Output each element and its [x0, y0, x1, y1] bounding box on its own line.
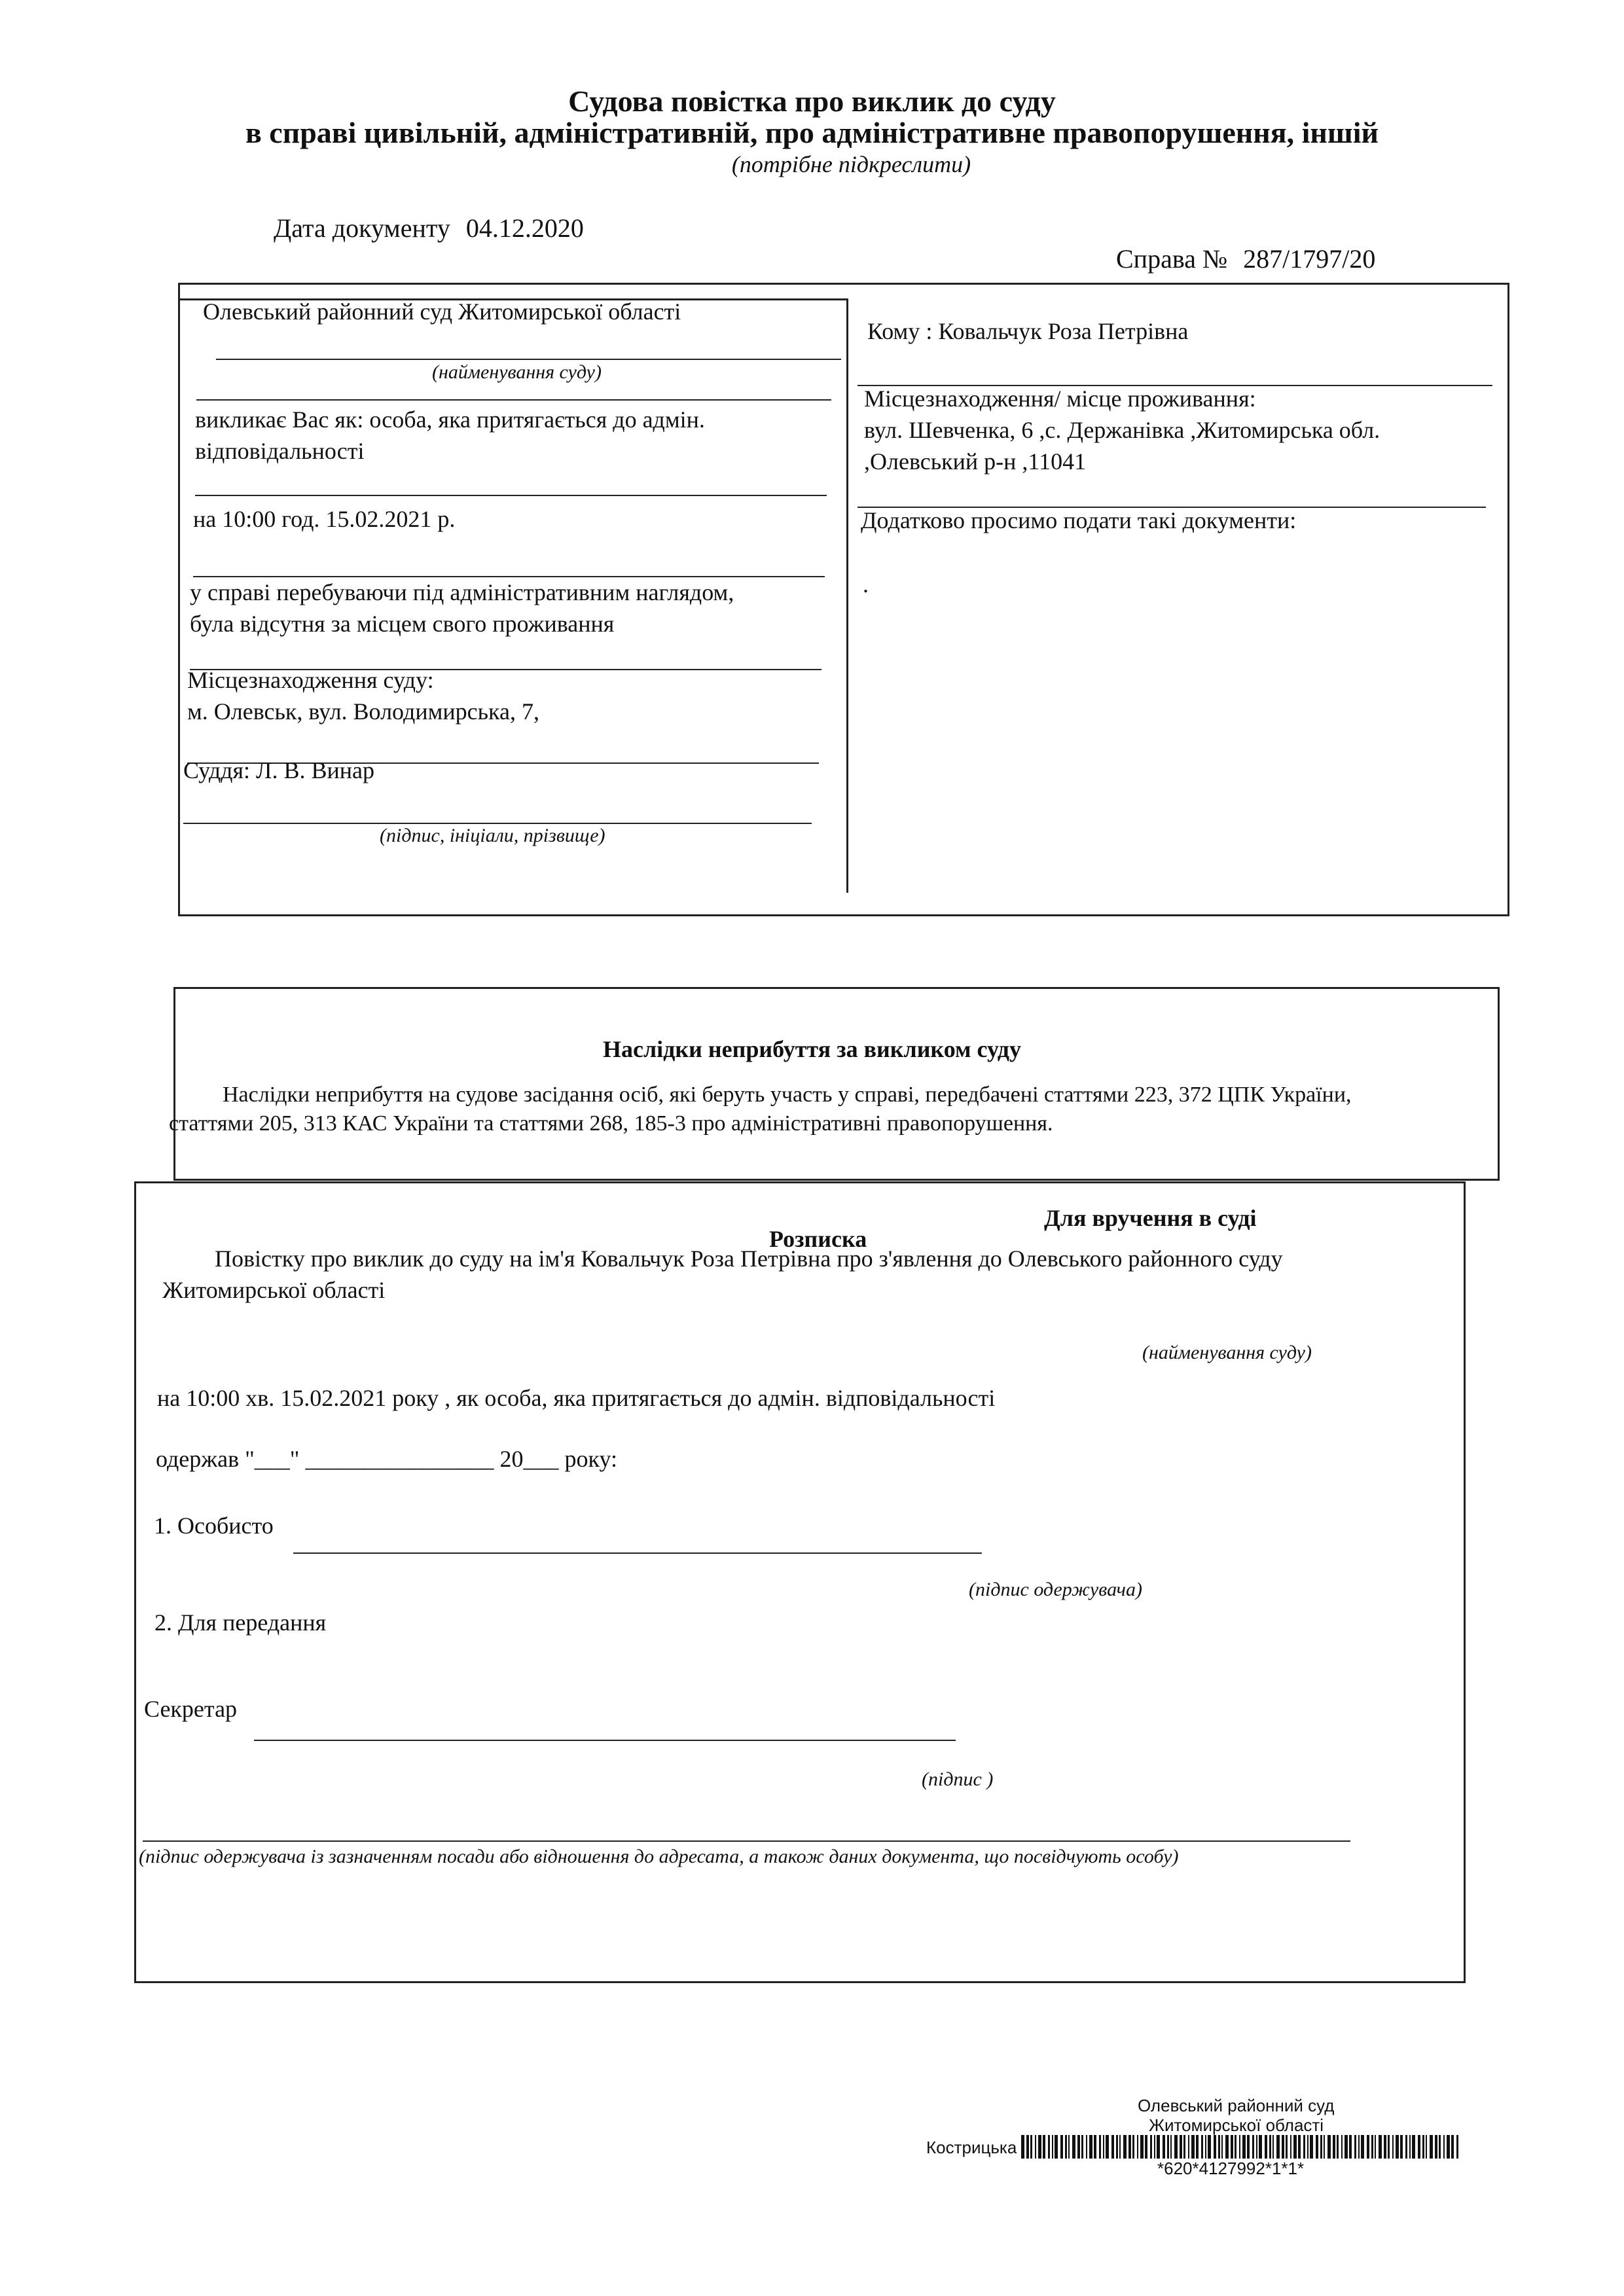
summons-role-line1: викликає Вас як: особа, яка притягається до адмін. — [195, 406, 705, 433]
personal-signature-line — [293, 1552, 982, 1554]
judge-caption: (підпис, ініціали, прізвище) — [380, 825, 605, 846]
documents-label: Додатково просимо подати такі документи: — [861, 507, 1297, 533]
court-location-label: Місцезнаходження суду: — [187, 667, 434, 693]
secretary-label: Секретар — [144, 1696, 238, 1722]
court-name: Олевський районний суд Житомирської області — [203, 298, 681, 325]
footer-court-line1: Олевський районний суд — [1138, 2096, 1335, 2115]
recipient-address-label: Місцезнаходження/ місце проживання: — [864, 386, 1256, 412]
consequences-text-line2: статтями 205, 313 КАС України та статтями 268, 185-3 про адміністративні правопорушення. — [169, 1111, 1053, 1136]
court-location-value: м. Олевськ, вул. Володимирська, 7, — [187, 698, 539, 725]
receipt-time-line: на 10:00 хв. 15.02.2021 року , як особа, яка притягається до адмін. відповідальності — [157, 1385, 996, 1411]
case-description-line2: була відсутня за місцем свого проживання — [190, 611, 615, 637]
underline-note: (потрібне підкреслити) — [731, 151, 971, 177]
barcode — [1021, 2135, 1460, 2159]
secretary-caption: (підпис ) — [922, 1768, 994, 1790]
date-value: 04.12.2020 — [465, 213, 584, 243]
case-value: 287/1797/20 — [1243, 244, 1376, 274]
receipt-text-line2: Житомирської області — [162, 1277, 386, 1303]
receipt-title: Розписка — [769, 1226, 867, 1252]
bottom-signature-line — [143, 1840, 1350, 1842]
consequences-text-line1: Наслідки неприбуття на судове засідання осіб, які беруть участь у справі, передбачені статтями 223, 372 ЦПК України, — [223, 1083, 1352, 1107]
receipt-court-caption: (найменування суду) — [1142, 1342, 1312, 1363]
documents-value: . — [863, 571, 869, 598]
document-title: Судова повістка про виклик до суду — [568, 84, 1056, 118]
footer-court-line2: Житомирської області — [1149, 2115, 1324, 2135]
for-court-label: Для вручення в суді — [1044, 1205, 1257, 1231]
court-caption: (найменування суду) — [432, 361, 602, 383]
bottom-caption: (підпис одержувача із зазначенням посади або відношення до адресата, а також даних документа, що посвідчують особу) — [139, 1846, 1179, 1867]
judge-name: Суддя: Л. В. Винар — [183, 757, 374, 783]
hearing-time: на 10:00 год. 15.02.2021 р. — [193, 506, 456, 532]
recipient-name: Кому : Ковальчук Роза Петрівна — [867, 318, 1189, 344]
footer-clerk: Кострицька — [926, 2138, 1017, 2157]
case-description-line1: у справі перебуваючи під адміністративним наглядом, — [190, 579, 734, 605]
secretary-signature-line — [254, 1740, 956, 1741]
case-label: Справа № — [1116, 244, 1228, 274]
consequences-title: Наслідки неприбуття за викликом суду — [603, 1036, 1021, 1062]
receipt-text-line1: Повістку про виклик до суду на ім'я Ковальчук Роза Петрівна про з'явлення до Олевського районного суду — [215, 1246, 1283, 1272]
date-label: Дата документу — [274, 213, 450, 243]
received-date-line: одержав "___" ________________ 20___ року: — [156, 1446, 618, 1472]
recipient-address-line2: ,Олевський р-н ,11041 — [864, 448, 1087, 475]
recipient-address-line1: вул. Шевченка, 6 ,с. Держанівка ,Житомирська обл. — [864, 417, 1380, 443]
footer-barcode-text: *620*4127992*1*1* — [1157, 2159, 1305, 2178]
transfer-label: 2. Для передання — [154, 1609, 327, 1636]
personal-label: 1. Особисто — [154, 1513, 274, 1539]
personal-caption: (підпис одержувача) — [969, 1579, 1142, 1600]
document-subtitle: в справі цивільній, адміністративній, про адміністративне правопорушення, іншій — [245, 116, 1379, 149]
summons-role-line2: відповідальності — [195, 438, 365, 464]
column-divider — [846, 298, 848, 893]
document-date — [274, 213, 584, 243]
case-number — [1116, 243, 1375, 274]
